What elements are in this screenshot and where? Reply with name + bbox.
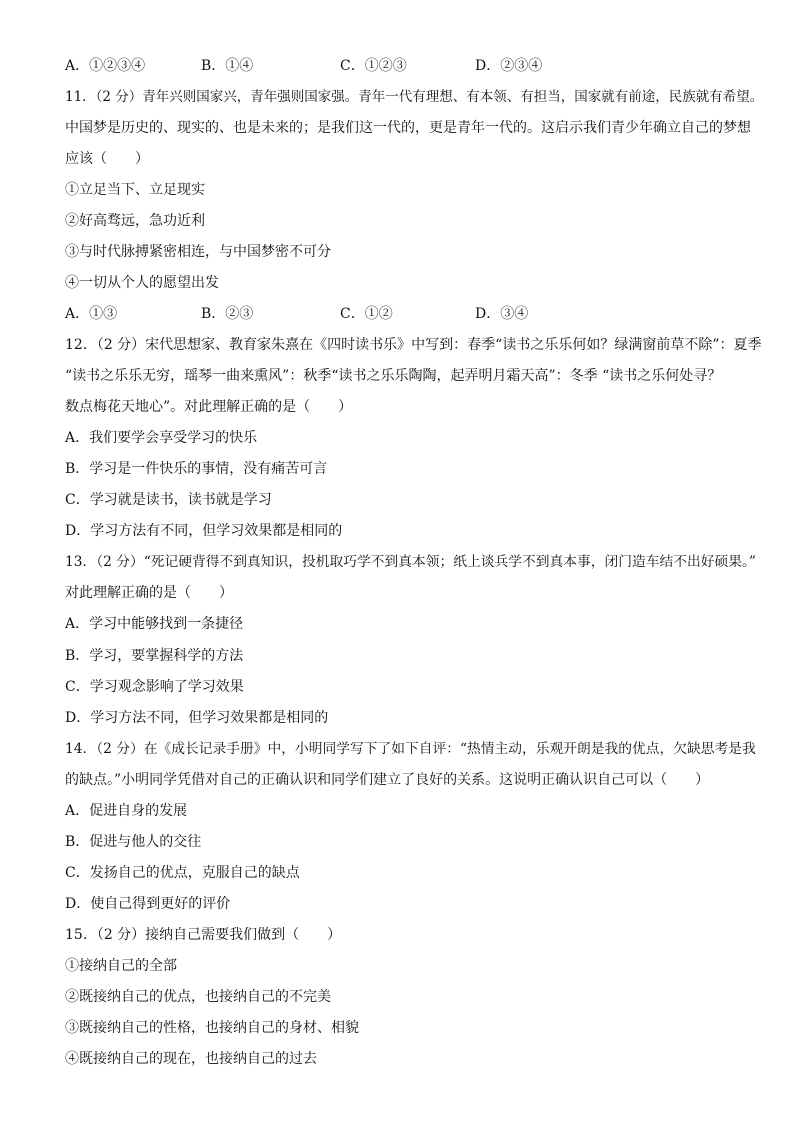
q10-option-c[interactable]: C．①②③ bbox=[340, 58, 407, 74]
q13-option-d[interactable]: D．学习方法不同，但学习效果都是相同的 bbox=[65, 710, 329, 726]
q13-option-b[interactable]: B．学习，要掌握科学的方法 bbox=[65, 648, 244, 664]
q14-stem-line-2: 的缺点。”小明同学凭借对自己的正确认识和同学们建立了良好的关系。这说明正确认识自己可以（ ） bbox=[65, 772, 710, 788]
q10-option-a[interactable]: A．①②③④ bbox=[65, 58, 146, 74]
q11-option-c[interactable]: C．①② bbox=[340, 306, 393, 322]
q13-option-a[interactable]: A．学习中能够找到一条捷径 bbox=[65, 616, 244, 632]
q12-stem-line-3: 数点梅花天地心”。对此理解正确的是（ ） bbox=[65, 399, 353, 415]
q11-option-b[interactable]: B．②③ bbox=[201, 306, 254, 322]
q12-option-d[interactable]: D．学习方法有不同，但学习效果都是相同的 bbox=[65, 523, 343, 539]
q11-item-4: ④一切从个人的愿望出发 bbox=[65, 275, 219, 291]
q15-item-4: ④既接纳自己的现在，也接纳自己的过去 bbox=[65, 1051, 317, 1067]
q12-option-a[interactable]: A．我们要学会享受学习的快乐 bbox=[65, 430, 258, 446]
q12-option-b[interactable]: B．学习是一件快乐的事情，没有痛苦可言 bbox=[65, 461, 328, 477]
q15-item-3: ③既接纳自己的性格，也接纳自己的身材、相貌 bbox=[65, 1020, 359, 1036]
q15-item-1: ①接纳自己的全部 bbox=[65, 958, 177, 974]
q11-stem-line-2: 中国梦是历史的、现实的、也是未来的；是我们这一代的，更是青年一代的。这启示我们青少年确立自己的梦想 bbox=[65, 120, 751, 136]
q11-item-3: ③与时代脉搏紧密相连，与中国梦密不可分 bbox=[65, 244, 331, 260]
q12-stem-line-2: “读书之乐乐无穷，瑶琴一曲来熏风”：秋季“读书之乐乐陶陶，起弄明月霜天高”：冬季 “读书之乐何处寻？ bbox=[65, 368, 722, 384]
q11-item-2: ②好高骛远，急功近利 bbox=[65, 213, 205, 229]
q14-option-a[interactable]: A．促进自身的发展 bbox=[65, 803, 188, 819]
q10-option-d[interactable]: D．②③④ bbox=[475, 58, 543, 74]
q12-option-c[interactable]: C．学习就是读书，读书就是学习 bbox=[65, 492, 272, 508]
q15-item-2: ②既接纳自己的优点，也接纳自己的不完美 bbox=[65, 989, 331, 1005]
q11-option-a[interactable]: A．①③ bbox=[65, 306, 118, 322]
q12-stem-line-1: 12．（2 分）宋代思想家、教育家朱熹在《四时读书乐》中写到：春季“读书之乐乐何如？绿满窗前草不除”：夏季 bbox=[65, 337, 762, 353]
q14-option-c[interactable]: C．发扬自己的优点，克服自己的缺点 bbox=[65, 865, 300, 881]
q14-option-b[interactable]: B．促进与他人的交往 bbox=[65, 834, 202, 850]
q15-stem-line-1: 15．（2 分）接纳自己需要我们做到（ ） bbox=[65, 927, 342, 943]
q13-stem-line-1: 13．（2 分）“死记硬背得不到真知识，投机取巧学不到真本领；纸上谈兵学不到真本事，闭门造车结不出好硕果。” bbox=[65, 554, 756, 570]
q14-stem-line-1: 14．（2 分）在《成长记录手册》中，小明同学写下了如下自评：“热情主动，乐观开朗是我的优点，欠缺思考是我 bbox=[65, 741, 756, 757]
q10-option-b[interactable]: B．①④ bbox=[201, 58, 254, 74]
q11-item-1: ①立足当下、立足现实 bbox=[65, 182, 205, 198]
q14-option-d[interactable]: D．使自己得到更好的评价 bbox=[65, 896, 231, 912]
q11-stem-line-3: 应该（ ） bbox=[65, 151, 149, 167]
q13-stem-line-2: 对此理解正确的是（ ） bbox=[65, 585, 233, 601]
q13-option-c[interactable]: C．学习观念影响了学习效果 bbox=[65, 679, 244, 695]
q11-stem-line-1: 11．（2 分）青年兴则国家兴，青年强则国家强。青年一代有理想、有本领、有担当，国家就有前途，民族就有希望。 bbox=[65, 89, 764, 105]
q11-option-d[interactable]: D．③④ bbox=[475, 306, 529, 322]
